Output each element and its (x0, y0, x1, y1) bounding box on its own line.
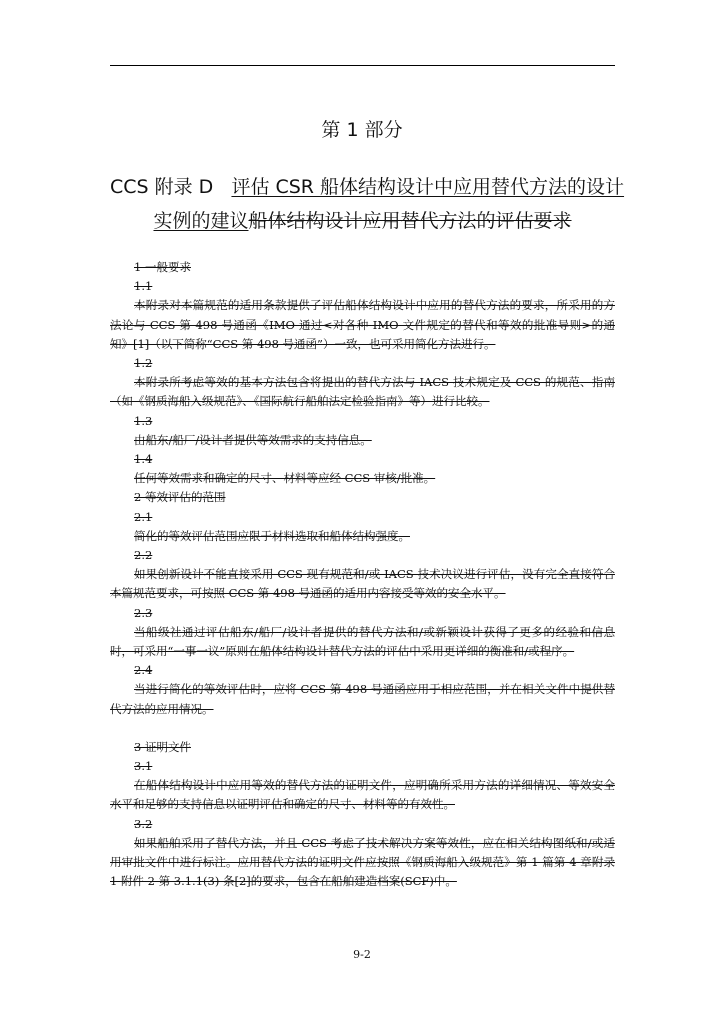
paragraph: 当进行简化的等效评估时，应将 CCS 第 498 号通函应用于相应范围，并在相关文件中提供替代方法的应用情况。 (110, 682, 615, 716)
paragraph: 2.3 (134, 605, 153, 620)
part-title: 第 1 部分 (321, 119, 403, 141)
paragraph: 本附录所考虑等效的基本方法包含将提出的替代方法与 IACS 技术规定及 CCS 的规范、指南（如《钢质海船入级规范》、《国际航行船舶法定检验指南》等）进行比较。 (110, 375, 615, 409)
section-heading: 2 等效评估的范围 (134, 490, 226, 505)
appendix-label: CCS 附录 D (110, 176, 214, 198)
deleted-title-text: 船体结构设计应用替代方法的评估要求 (248, 210, 572, 232)
paragraph: 1.2 (134, 356, 153, 371)
document-title-line-2 (110, 206, 615, 233)
section-heading: 1 一般要求 (134, 260, 191, 274)
inserted-title-text-2: 实例的建议 (153, 210, 249, 232)
inserted-title-text: 评估 CSR 船体结构设计中应用替代方法的设计 (231, 176, 625, 198)
paragraph: 当船级社通过评估船东/船厂/设计者提供的替代方法和/或新颖设计获得了更多的经验和信息时，可采用“一事一议”原则在船体结构设计替代方法的评估中采用更详细的衡准和/或程序。 (110, 624, 615, 659)
paragraph: 如果船舶采用了替代方法，并且 CCS 考虑了技术解决方案等效性，应在相关结构图纸和/或适用审批文件中进行标注。应用替代方法的证明文件应按照《钢质海船入级规范》第 1 篇第 4 章附录 1 附件 2 第 3.1.1(3) 条[2]的要求，包含在船舶建造档案(SCF)中。 (110, 835, 615, 889)
page-number: 9-2 (353, 948, 371, 961)
paragraph: 任何等效需求和确定的尺寸、材料等应经 CCS 审核/批准。 (134, 471, 436, 486)
paragraph: 1.1 (134, 279, 153, 294)
paragraph: 3.1 (134, 759, 153, 774)
paragraph: 如果创新设计不能直接采用 CCS 现有规范和/或 IACS 技术决议进行评估，没有完全直接符合本篇规范要求，可按照 CCS 第 498 号通函的适用内容接受等效的安全水平。 (110, 567, 615, 601)
paragraph: 2.4 (134, 663, 153, 678)
paragraph: 由船东/船厂/设计者提供等效需求的支持信息。 (134, 432, 372, 447)
paragraph: 2.2 (134, 548, 153, 563)
paragraph: 1.4 (134, 452, 153, 467)
top-rule (110, 65, 615, 66)
paragraph: 本附录对本篇规范的适用条款提供了评估船体结构设计中应用的替代方法的要求，所采用的方法论与 CCS 第 498 号通函《IMO 通过<对各种 IMO 文件规定的替代和等效的批准导则>的通知》[1]（以下简称“CCS 第 498 号通函”）一致，也可采用简化方法进行。 (110, 298, 615, 351)
paragraph: 2.1 (134, 509, 153, 524)
paragraph: 3.2 (134, 816, 153, 831)
paragraph: 简化的等效评估范围应限于材料选取和船体结构强度。 (134, 528, 410, 543)
section-heading: 3 证明文件 (134, 739, 191, 754)
document-title-line-1 (110, 172, 625, 199)
paragraph: 1.3 (134, 413, 153, 428)
document-body (110, 258, 615, 892)
paragraph: 在船体结构设计中应用等效的替代方法的证明文件，应明确所采用方法的详细情况、等效安全水平和足够的支持信息以证明评估和确定的尺寸、材料等的有效性。 (110, 778, 615, 812)
